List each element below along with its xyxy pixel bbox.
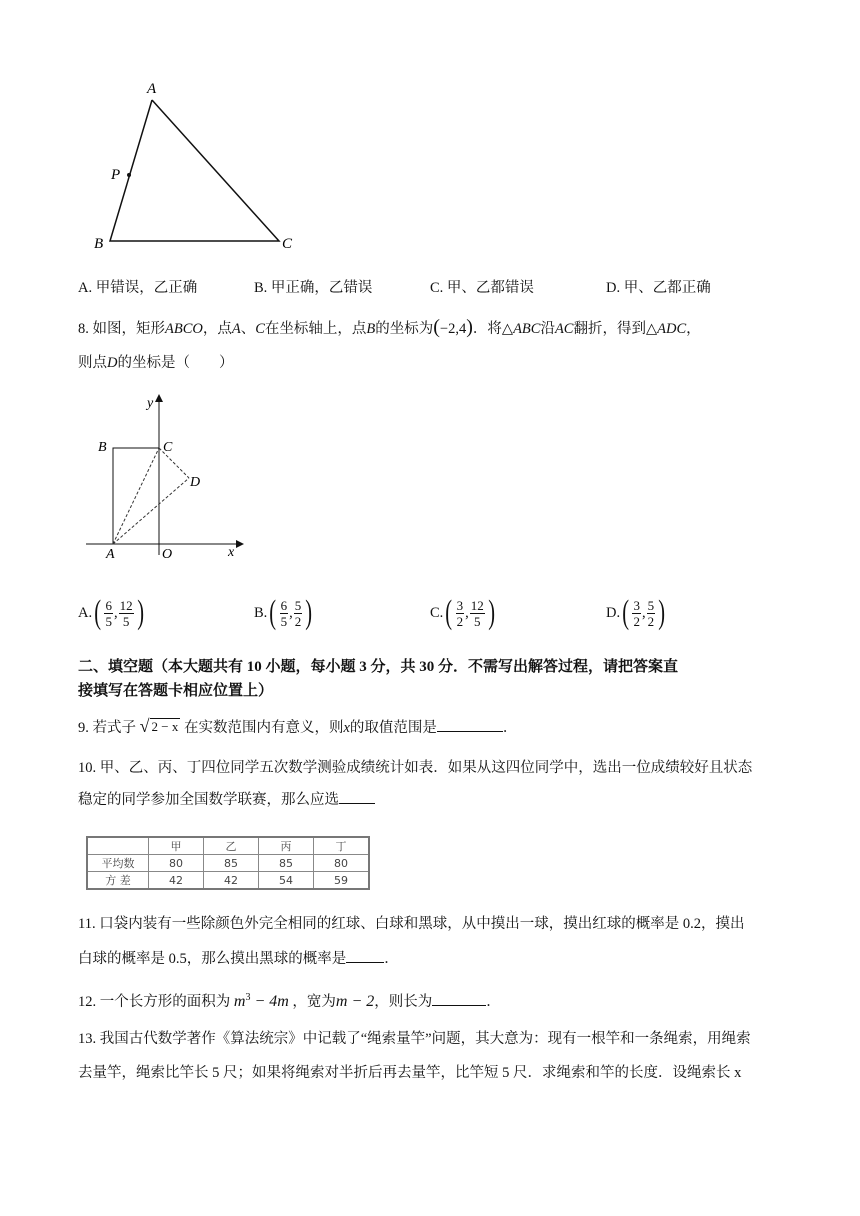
q13-stem-line2: 去量竿，绳索比竿长 5 尺；如果将绳索对半折后再去量竿，比竿短 5 尺．求绳索和竿的长度．设绳索长 x xyxy=(78,1065,742,1081)
answer-blank-q9[interactable] xyxy=(437,717,503,732)
label-x: x xyxy=(228,545,235,560)
q8-stem-line2: 则点D的坐标是（ ） xyxy=(78,355,234,371)
q12-stem: 12. 一个长方形的面积为 $m^3 - 4m$ ，宽为m − 2，则长为 ． xyxy=(78,992,501,1010)
label-y: y xyxy=(147,396,154,411)
label-d: D xyxy=(190,475,201,490)
triangle-figure xyxy=(86,78,316,258)
answer-blank-q12[interactable] xyxy=(432,991,486,1006)
table-row: 平均数 80 85 85 80 xyxy=(87,855,369,872)
q13-stem-line1: 13. 我国古代数学著作《算法统宗》中记载了“绳索量竿”问题，其大意为：现有一根竿和一条绳索，用绳索 xyxy=(78,1031,751,1047)
label-a: A xyxy=(147,81,157,97)
q8-option-d: D. ( $\frac{3}{2}$ , $\frac{5}{2}$ ) xyxy=(606,594,666,631)
q9-stem: 9. 若式子 √ 2 − x 在实数范围内有意义，则x的取值范围是 ． xyxy=(78,716,518,736)
answer-blank-q11[interactable] xyxy=(346,948,384,963)
q8-coord: −2,4 xyxy=(439,321,467,337)
label-a: A xyxy=(106,547,115,562)
q10-stem-line1: 10. 甲、乙、丙、丁四位同学五次数学测验成绩统计如表．如果从这四位同学中，选出一位成绩较好且状态 xyxy=(78,760,753,776)
q11-stem-line1: 11. 口袋内装有一些除颜色外完全相同的红球、白球和黑球，从中摸出一球，摸出红球的概率是 0.2，摸出 xyxy=(78,916,745,932)
coordinate-figure xyxy=(86,392,256,562)
table-row: 方 差 42 42 54 59 xyxy=(87,872,369,890)
q10-stem-line2: 稳定的同学参加全国数学联赛，那么应选 xyxy=(78,789,790,811)
q8-option-a: A. ( $\frac{6}{5}$ , $\frac{12}{5}$ ) xyxy=(78,594,144,631)
answer-blank-q10[interactable] xyxy=(339,789,375,804)
q7-options xyxy=(78,276,798,297)
label-b: B xyxy=(94,236,104,252)
section-heading-line2: 接填写在答题卡相应位置上） xyxy=(78,683,274,699)
q7-option-d: D. 甲、乙都正确 xyxy=(606,280,711,296)
label-c: C xyxy=(163,440,173,455)
q11-stem-line2: 白球的概率是 0.5，那么摸出黑球的概率是 ． xyxy=(78,948,790,970)
label-c: C xyxy=(282,236,293,252)
q7-option-a: A. 甲错误，乙正确 xyxy=(78,280,198,296)
label-p: P xyxy=(111,167,121,183)
q7-option-c: C. 甲、乙都错误 xyxy=(430,280,534,296)
section-heading-line1: 二、填空题（本大题共有 10 小题，每小题 3 分，共 30 分．不需写出解答过程，请把答案直 xyxy=(78,659,679,675)
label-o: O xyxy=(162,547,173,562)
label-b: B xyxy=(98,440,107,455)
q8-stem-line1: 8. 如图，矩形ABCO，点A、C在坐标轴上，点B的坐标为(−2,4)．将△ABC沿AC翻折，得到△ADC， xyxy=(78,316,701,338)
sqrt-expression: √ 2 − x xyxy=(139,716,179,736)
table-header-row: 甲 乙 丙 丁 xyxy=(87,837,369,855)
q7-option-b: B. 甲正确，乙错误 xyxy=(254,280,373,296)
q8-option-b: B. ( $\frac{6}{5}$ , $\frac{5}{2}$ ) xyxy=(254,594,313,631)
score-table xyxy=(86,836,370,890)
q8-option-c: C. ( $\frac{3}{2}$ , $\frac{12}{5}$ ) xyxy=(430,594,495,631)
